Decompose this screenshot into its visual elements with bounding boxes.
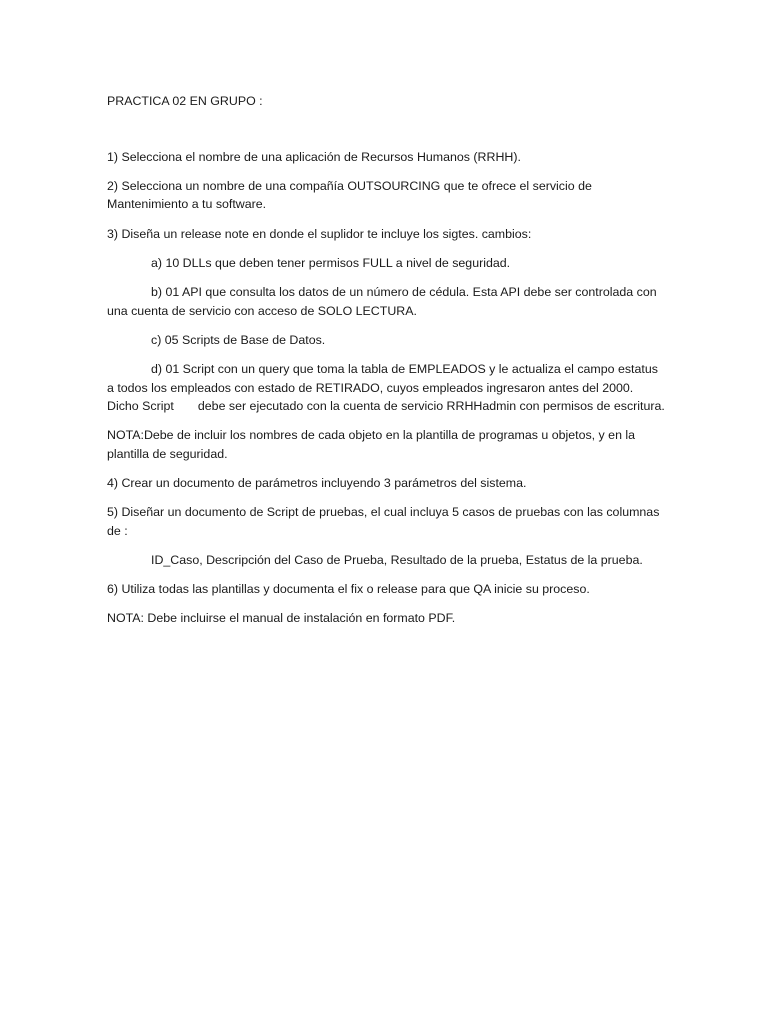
item-5: 5) Diseñar un documento de Script de pruebas, el cual incluya 5 casos de pruebas con las columnas de : [107,505,660,538]
item-6: 6) Utiliza todas las plantillas y documenta el fix o release para que QA inicie su proceso. [107,582,590,597]
document-body [107,92,667,639]
test-columns: ID_Caso, Descripción del Caso de Prueba, Resultado de la prueba, Estatus de la prueba. [151,553,643,568]
sub-item-c: c) 05 Scripts de Base de Datos. [151,332,326,347]
sub-item-b: b) 01 API que consulta los datos de un número de cédula. Esta API debe ser controlada con una cuenta de servicio con acceso de SOLO LECTURA. [107,284,657,318]
sub-item-a: a) 10 DLLs que deben tener permisos FULL a nivel de seguridad. [151,255,511,270]
item-4: 4) Crear un documento de parámetros incluyendo 3 parámetros del sistema. [107,476,527,491]
note-2: NOTA: Debe incluirse el manual de instalación en formato PDF. [107,611,456,626]
document-title: PRACTICA 02 EN GRUPO : [107,94,263,108]
note-1: NOTA:Debe de incluir los nombres de cada objeto en la plantilla de programas u objetos, y en la plantilla de seguridad. [107,428,636,461]
item-1: 1) Selecciona el nombre de una aplicación de Recursos Humanos (RRHH). [107,149,521,164]
item-3: 3) Diseña un release note en donde el suplidor te incluye los sigtes. cambios: [107,226,532,241]
item-2: 2) Selecciona un nombre de una compañía OUTSOURCING que te ofrece el servicio de Mantenimiento a tu software. [107,178,592,212]
sub-item-d: d) 01 Script con un query que toma la tabla de EMPLEADOS y le actualiza el campo estatus a todos los empleados con estado de RETIRADO, cuyos empleados ingresaron antes del 2000. Dicho Script debe ser ejecutado con la cuenta de servicio RRHHadmin con permisos de escritura. [107,361,665,414]
